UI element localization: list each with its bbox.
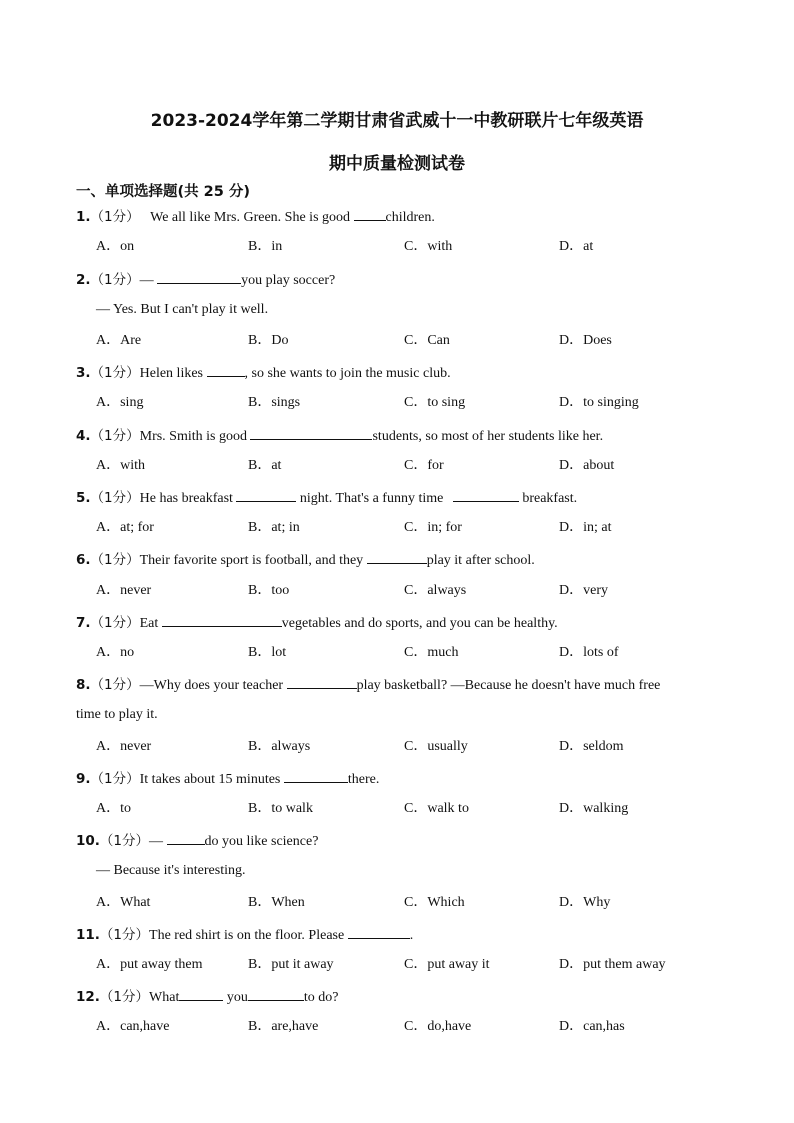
option-a[interactable]: A．can,have [96,1019,170,1034]
option-b[interactable]: B．too [248,583,290,598]
option-d[interactable]: D．lots of [559,645,619,660]
exam-title-line1: 2023-2024学年第二学期甘肃省武威十一中教研联片七年级英语 [150,111,644,131]
option-b[interactable]: B．always [248,739,311,754]
option-d[interactable]: D．about [559,458,615,473]
option-c[interactable]: C．Can [404,333,450,348]
option-b[interactable]: B．at; in [248,520,300,535]
option-d[interactable]: D．very [559,583,608,598]
options-5 [96,518,716,538]
option-d[interactable]: D．at [559,239,594,254]
option-b[interactable]: B．When [248,895,305,910]
question-9: 9.（1分）It takes about 15 minutes there. [76,768,379,788]
option-d[interactable]: D．seldom [559,739,624,754]
question-4: 4.（1分）Mrs. Smith is good students, so most of her students like her. [76,425,603,445]
question-8-continued: time to play it. [76,707,158,722]
option-d[interactable]: D．Why [559,895,611,910]
option-c[interactable]: C．usually [404,739,468,754]
answer-blank[interactable] [348,924,410,939]
option-a[interactable]: A．no [96,645,135,660]
answer-blank[interactable] [284,768,348,783]
option-a[interactable]: A．at; for [96,520,154,535]
answer-blank[interactable] [354,206,386,221]
option-c[interactable]: C．for [404,458,444,473]
option-c[interactable]: C．Which [404,895,465,910]
answer-blank[interactable] [236,487,296,502]
option-a[interactable]: A．What [96,895,151,910]
options-6 [96,581,716,601]
option-d[interactable]: D．put them away [559,957,666,972]
options-2 [96,331,716,351]
option-b[interactable]: B．Do [248,333,289,348]
option-b[interactable]: B．sings [248,395,301,410]
options-8 [96,737,716,757]
answer-blank[interactable] [248,986,304,1001]
option-d[interactable]: D．walking [559,801,629,816]
option-c[interactable]: C．to sing [404,395,466,410]
question-8: 8.（1分）—Why does your teacher play basketball? —Because he doesn't have much free [76,674,660,694]
options-9 [96,799,716,819]
question-3: 3.（1分）Helen likes , so she wants to join the music club. [76,362,451,382]
question-5: 5.（1分）He has breakfast night. That's a funny time breakfast. [76,487,577,507]
option-a[interactable]: A．never [96,739,152,754]
option-a[interactable]: A．to [96,801,131,816]
answer-blank[interactable] [157,269,241,284]
options-10 [96,893,716,913]
options-11 [96,955,716,975]
option-c[interactable]: C．do,have [404,1019,472,1034]
answer-blank[interactable] [367,549,427,564]
answer-blank[interactable] [207,362,245,377]
section-heading: 一、单项选择题(共 25 分) [76,184,251,200]
options-3 [96,393,716,413]
options-4 [96,456,716,476]
question-11: 11.（1分）The red shirt is on the floor. Please . [76,924,413,944]
option-a[interactable]: A．on [96,239,135,254]
option-c[interactable]: C．put away it [404,957,490,972]
option-b[interactable]: B．in [248,239,283,254]
option-b[interactable]: B．are,have [248,1019,319,1034]
option-c[interactable]: C．with [404,239,453,254]
option-a[interactable]: A．with [96,458,145,473]
option-a[interactable]: A．put away them [96,957,203,972]
option-c[interactable]: C．in; for [404,520,462,535]
question-10: 10.（1分）— do you like science? [76,830,318,850]
question-6: 6.（1分）Their favorite sport is football, and they play it after school. [76,549,535,569]
option-d[interactable]: D．can,has [559,1019,625,1034]
question-2-reply: — Yes. But I can't play it well. [96,302,269,317]
question-12: 12.（1分）What you to do? [76,986,338,1006]
exam-title-line2: 期中质量检测试卷 [329,154,465,174]
option-b[interactable]: B．lot [248,645,287,660]
question-10-reply: — Because it's interesting. [96,863,246,878]
answer-blank[interactable] [162,612,282,627]
answer-blank[interactable] [453,487,519,502]
option-d[interactable]: D．Does [559,333,612,348]
option-b[interactable]: B．put it away [248,957,334,972]
question-7: 7.（1分）Eat vegetables and do sports, and you can be healthy. [76,612,558,632]
option-b[interactable]: B．to walk [248,801,313,816]
option-d[interactable]: D．to singing [559,395,639,410]
question-1: 1.（1分） We all like Mrs. Green. She is good children. [76,206,435,226]
option-c[interactable]: C．walk to [404,801,469,816]
option-b[interactable]: B．at [248,458,282,473]
options-1 [96,237,716,257]
option-a[interactable]: A．never [96,583,152,598]
option-a[interactable]: A．sing [96,395,144,410]
option-c[interactable]: C．always [404,583,467,598]
option-d[interactable]: D．in; at [559,520,612,535]
options-12 [96,1017,716,1037]
answer-blank[interactable] [250,425,372,440]
option-a[interactable]: A．Are [96,333,142,348]
question-2: 2.（1分）— you play soccer? [76,269,335,289]
option-c[interactable]: C．much [404,645,459,660]
answer-blank[interactable] [179,986,223,1001]
answer-blank[interactable] [167,830,205,845]
options-7 [96,643,716,663]
answer-blank[interactable] [287,674,357,689]
